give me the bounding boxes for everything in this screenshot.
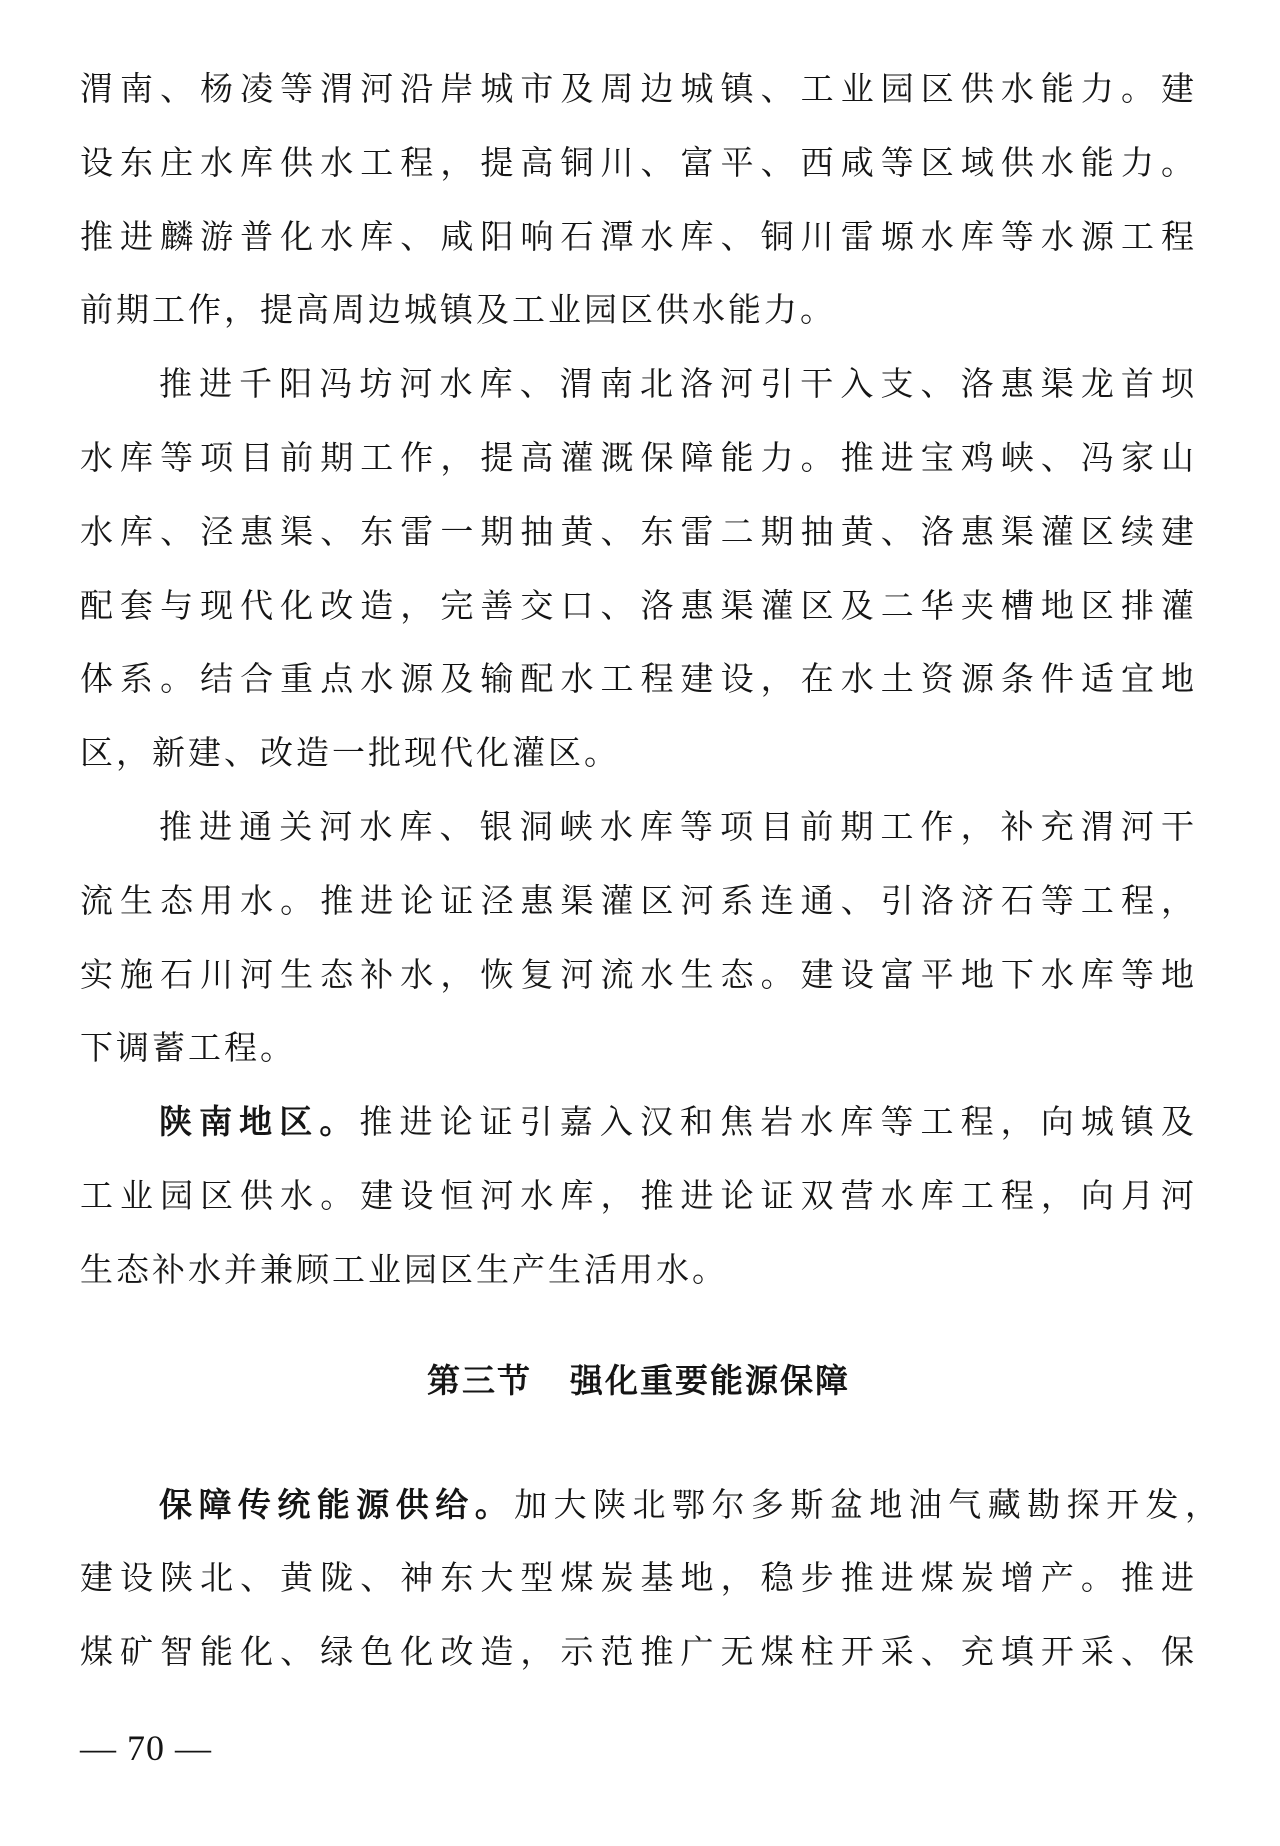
paragraph-water-supply [80,52,1197,347]
paragraph-line: 流生态用水。推进论证泾惠渠灌区河系连通、引洛济石等工程， [80,880,1197,920]
paragraph-line: 煤矿智能化、绿色化改造，示范推广无煤柱开采、充填开采、保 [80,1632,1197,1672]
paragraph-line-text: 推进论证引嘉入汉和焦岩水库等工程，向城镇及 [359,1102,1198,1142]
section-number: 第三节 [427,1360,532,1400]
paragraph-lead: 保障传统能源供给。 [159,1484,515,1524]
section-title: 强化重要能源保障 [570,1360,850,1400]
paragraph-line: 水库、泾惠渠、东雷一期抽黄、东雷二期抽黄、洛惠渠灌区续建 [80,511,1197,551]
paragraph-line: 前期工作，提高周边城镇及工业园区供水能力。 [80,290,836,330]
section-heading [80,1344,1197,1418]
paragraph-line: 推进通关河水库、银洞峡水库等项目前期工作，补充渭河干 [159,806,1197,846]
page-number: — 70 — [80,1728,212,1768]
paragraph-line: 实施石川河生态补水，恢复河流水生态。建设富平地下水库等地 [80,954,1197,994]
paragraph-line: 工业园区供水。建设恒河水库，推进论证双营水库工程，向月河 [80,1175,1197,1215]
paragraph-line: 区，新建、改造一批现代化灌区。 [80,733,620,773]
paragraph-line: 水库等项目前期工作，提高灌溉保障能力。推进宝鸡峡、冯家山 [80,437,1197,477]
paragraph-line: 配套与现代化改造，完善交口、洛惠渠灌区及二华夹槽地区排灌 [80,585,1197,625]
paragraph-line: 生态补水并兼顾工业园区生产生活用水。 [80,1249,728,1289]
paragraph-irrigation [80,347,1197,790]
paragraph-line: 体系。结合重点水源及输配水工程建设，在水土资源条件适宜地 [80,659,1197,699]
paragraph-lead: 陕南地区。 [159,1102,360,1142]
paragraph-traditional-energy [80,1468,1222,1689]
paragraph-line: 建设陕北、黄陇、神东大型煤炭基地，稳步推进煤炭增产。推进 [80,1558,1197,1598]
paragraph-shaanxi-south [80,1085,1197,1306]
paragraph-ecological-water [80,790,1197,1085]
paragraph-line [80,1468,1221,1542]
paragraph-line: 渭南、杨凌等渭河沿岸城市及周边城镇、工业园区供水能力。建 [80,69,1197,108]
paragraph-line: 推进麟游普化水库、咸阳响石潭水库、铜川雷塬水库等水源工程 [80,216,1197,256]
document-body [80,52,1222,1689]
paragraph-line: 设东庄水库供水工程，提高铜川、富平、西咸等区域供水能力。 [80,142,1197,182]
paragraph-line-text: 加大陕北鄂尔多斯盆地油气藏勘探开发， [514,1484,1222,1524]
paragraph-line: 推进千阳冯坊河水库、渭南北洛河引干入支、洛惠渠龙首坝 [159,364,1197,404]
paragraph-line: 下调蓄工程。 [80,1028,296,1068]
paragraph-line [80,1085,1197,1159]
